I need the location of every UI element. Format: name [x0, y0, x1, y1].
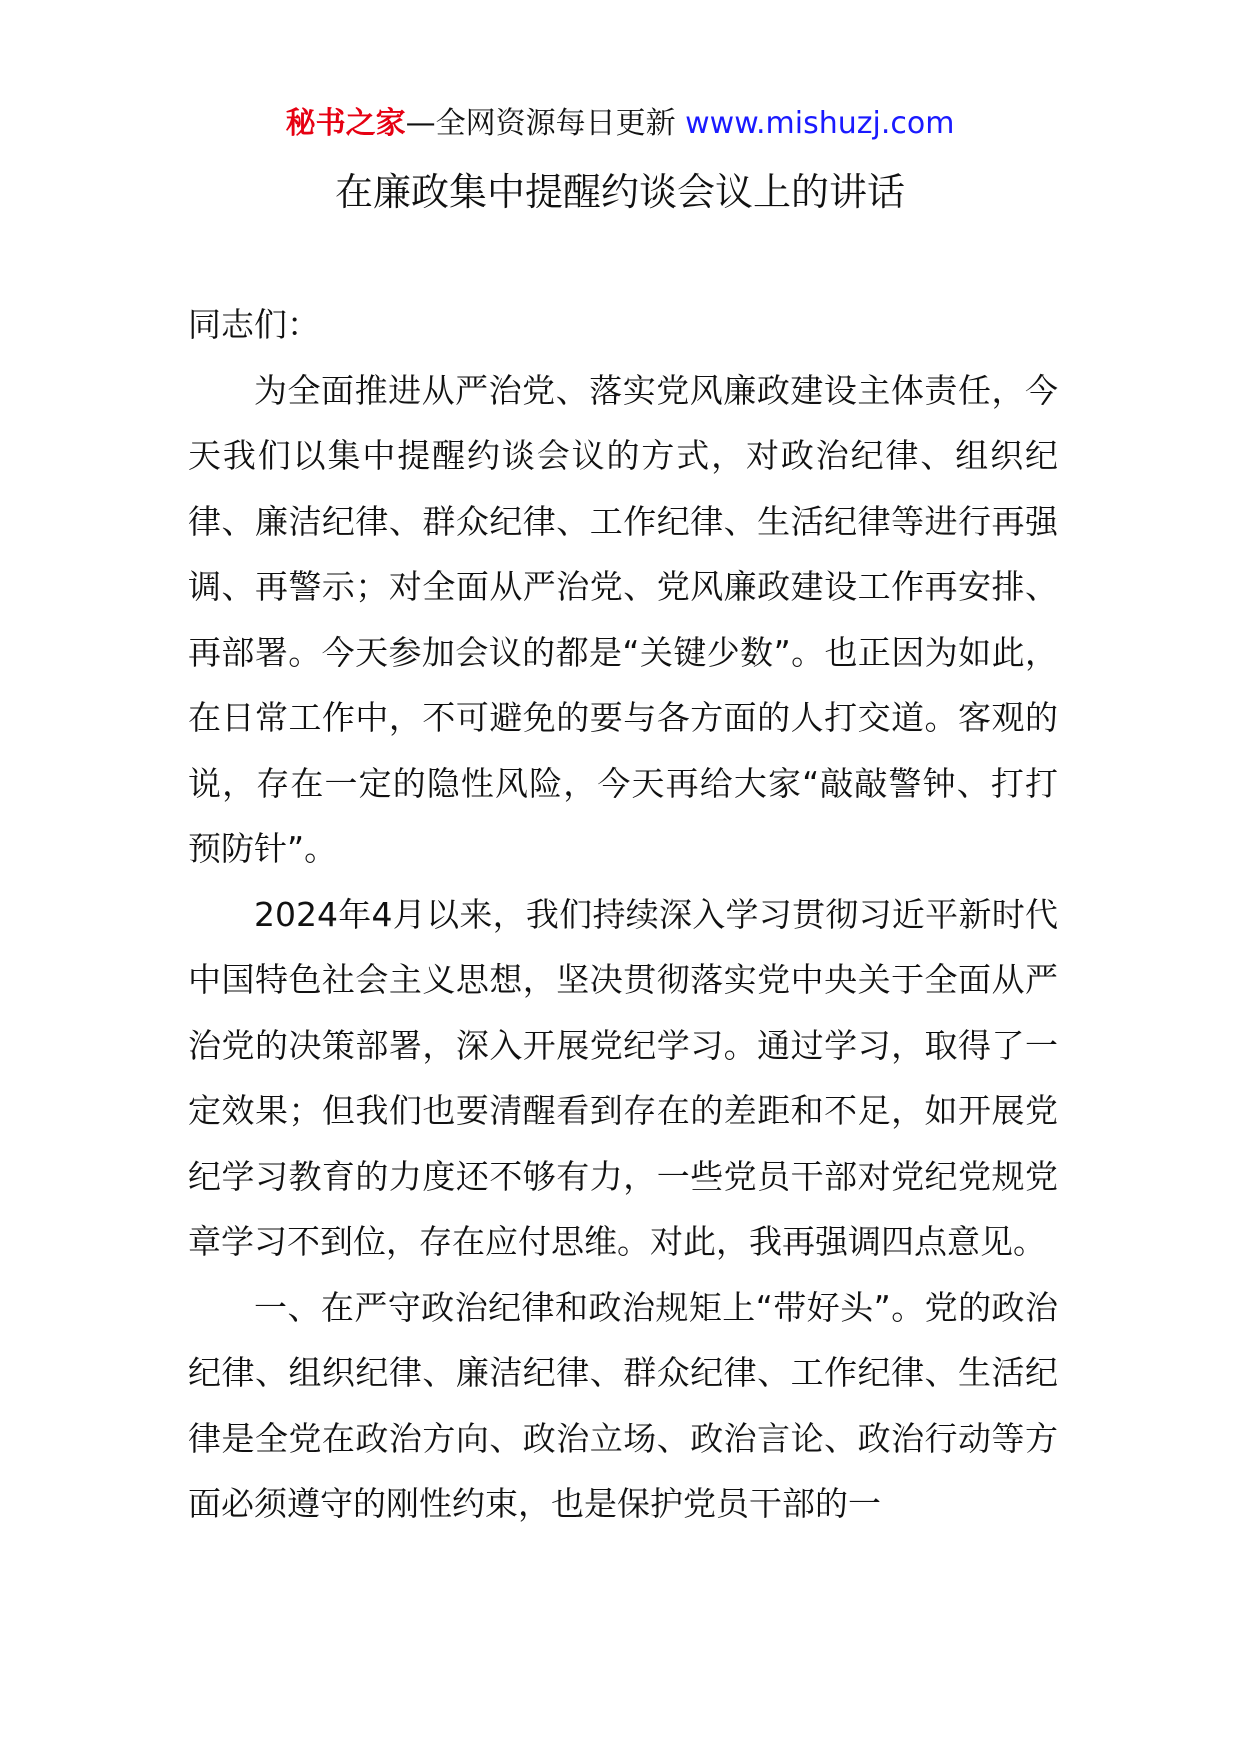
document-body: [188, 292, 1058, 1537]
salutation: 同志们：: [188, 305, 320, 344]
paragraph: 为全面推进从严治党、落实党风廉政建设主体责任，今天我们以集中提醒约谈会议的方式，对政治纪律、组织纪律、廉洁纪律、群众纪律、工作纪律、生活纪律等进行再强调、再警示；对全面从严治党、党风廉政建设工作再安排、再部署。今天参加会议的都是“关键少数”。也正因为如此，在日常工作中，不可避免的要与各方面的人打交道。客观的说，存在一定的隐性风险，今天再给大家“敲敲警钟、打打预防针”。: [188, 370, 1058, 868]
paragraph: 2024年4月以来，我们持续深入学习贯彻习近平新时代中国特色社会主义思想，坚决贯彻落实党中央关于全面从严治党的决策部署，深入开展党纪学习。通过学习，取得了一定效果；但我们也要清醒看到存在的差距和不足，如开展党纪学习教育的力度还不够有力，一些党员干部对党纪党规党章学习不到位，存在应付思维。对此，我再强调四点意见。: [188, 894, 1058, 1261]
header-tagline: —全网资源每日更新: [405, 106, 676, 141]
brand-name: 秘书之家: [285, 106, 406, 141]
document-title: 在廉政集中提醒约谈会议上的讲话: [334, 170, 905, 214]
paragraph: 一、在严守政治纪律和政治规矩上“带好头”。党的政治纪律、组织纪律、廉洁纪律、群众纪律、工作纪律、生活纪律是全党在政治方向、政治立场、政治言论、政治行动等方面必须遵守的刚性约束，也是保护党员干部的一: [188, 1287, 1058, 1523]
site-header: [0, 104, 1240, 144]
site-url-link[interactable]: www.mishuzj.com: [685, 106, 955, 141]
